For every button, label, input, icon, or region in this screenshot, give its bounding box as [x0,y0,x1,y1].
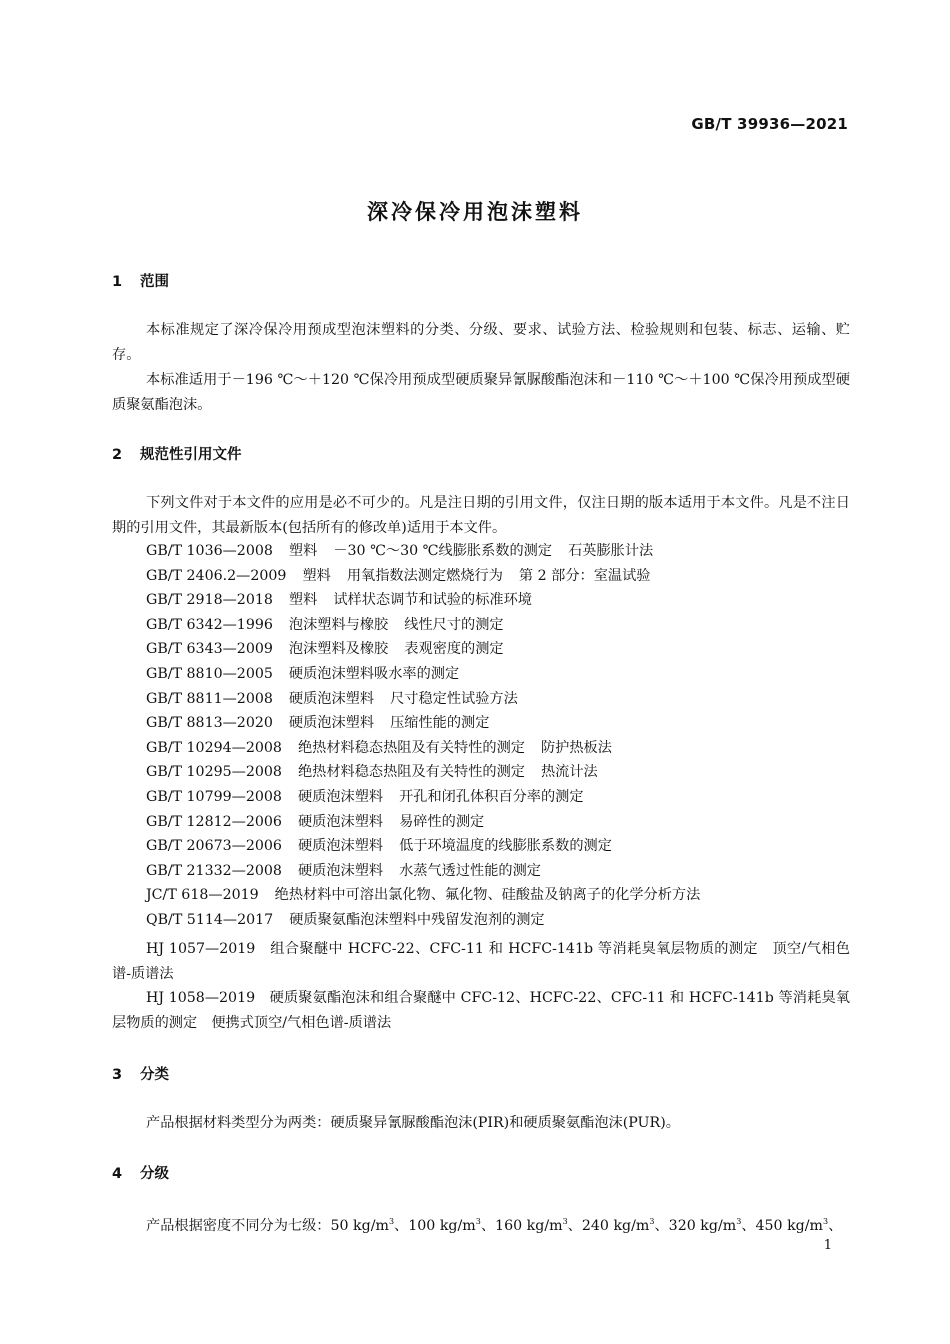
reference-hj1058: HJ 1058—2019 硬质聚氨酯泡沫和组合聚醚中 CFC-12、HCFC-22、CFC-11 和 HCFC-141b 等消耗臭氧层物质的测定 便携式顶空/气相色谱-质谱法 [112,990,850,1031]
section-number: 3 [112,1067,123,1083]
section-title: 范围 [140,274,169,290]
unit-exponent: 3 [475,1217,481,1226]
reference-title-part: 尺寸稳定性试验方法 [390,690,518,707]
reference-title-part: 硬质泡沫塑料 [288,690,375,707]
reference-item [146,713,489,733]
reference-title-part: 硬质泡沫塑料 [297,862,384,879]
reference-item [146,812,484,832]
reference-code: GB/T 8811—2008 [146,690,273,707]
reference-title-part: 绝热材料稳态热阻及有关特性的测定 [297,739,525,756]
density-value: 450 kg/m [755,1218,823,1234]
reference-title-part: 热流计法 [540,764,598,781]
density-value: 240 kg/m [581,1218,650,1234]
reference-code: JC/T 618—2019 [146,887,259,904]
reference-item [146,615,504,635]
unit-exponent: 3 [823,1217,829,1226]
reference-code: GB/T 6342—1996 [146,616,273,633]
reference-hj1057: HJ 1057—2019 组合聚醚中 HCFC-22、CFC-11 和 HCFC-141b 等消耗臭氧层物质的测定 顶空/气相色谱-质谱法 [112,941,850,982]
unit-exponent: 3 [562,1217,568,1226]
unit-exponent: 3 [649,1217,655,1226]
reference-title-part: 低于环境温度的线膨胀系数的测定 [399,838,612,855]
section-number: 1 [112,274,123,290]
reference-title-part: 表观密度的测定 [404,641,504,658]
reference-title-part: －30 ℃～30 ℃线膨胀系数的测定 [333,543,553,559]
reference-title-part: 水蒸气透过性能的测定 [399,862,541,879]
reference-item [146,762,598,782]
reference-title-part: 硬质泡沫塑料吸水率的测定 [288,666,460,682]
reference-title-part: 试样状态调节和试验的标准环境 [333,592,532,609]
reference-title-part: 硬质泡沫塑料 [288,715,375,732]
reference-item [146,639,504,659]
reference-item [146,689,518,709]
reference-title-part: 绝热材料稳态热阻及有关特性的测定 [297,764,525,781]
reference-item [146,664,459,684]
reference-item [146,861,541,881]
reference-title-part: 开孔和闭孔体积百分率的测定 [399,789,584,805]
reference-title-part: 塑料 [302,567,331,584]
reference-title-part: 硬质泡沫塑料 [297,838,384,855]
section-number: 4 [112,1166,123,1182]
reference-item [146,910,545,930]
reference-title-part: 塑料 [288,592,318,609]
density-value: 50 kg/m [330,1218,389,1234]
reference-title-part: 防护热板法 [540,739,612,756]
page-title: 深冷保冷用泡沫塑料 [367,200,583,224]
reference-title-part: 泡沫塑料及橡胶 [288,641,389,658]
reference-code: GB/T 20673—2006 [146,838,282,855]
reference-code: GB/T 8813—2020 [146,715,273,732]
unit-exponent: 3 [736,1217,742,1226]
reference-code: QB/T 5114—2017 [146,912,274,928]
section-2-heading [112,443,242,464]
references-intro: 下列文件对于本文件的应用是必不可少的。凡是注日期的引用文件，仅注日期的版本适用于本文件。凡是不注日期的引用文件，其最新版本(包括所有的修改单)适用于本文件。 [112,495,850,536]
density-value: 100 kg/m [408,1218,476,1234]
section-title: 分类 [140,1067,169,1083]
grading-lead: 产品根据密度不同分为七级： [146,1218,331,1234]
reference-title-part: 易碎性的测定 [399,813,485,830]
section-1-heading [112,270,169,291]
density-list: 50 $kg/m^3$、100 $kg/m^3$、160 $kg/m^3$、240 $kg/m^3$、320 $kg/m^3$、450 $kg/m^3$、 [330,1217,843,1234]
reference-title-part: 硬质泡沫塑料 [297,813,384,830]
reference-code: GB/T 6343—2009 [146,641,273,658]
reference-title-part: 线性尺寸的测定 [404,616,504,633]
section-title: 分级 [140,1166,169,1182]
reference-item [146,541,653,561]
reference-title-part: 塑料 [288,543,318,559]
reference-title-part: 压缩性能的测定 [390,715,490,732]
reference-item [146,566,650,586]
density-value: 160 kg/m [495,1218,563,1234]
reference-title-part: 硬质泡沫塑料 [297,789,384,805]
reference-title-part: 石英膨胀计法 [568,543,654,559]
reference-item [146,787,584,807]
reference-item [146,836,612,856]
reference-code: GB/T 2918—2018 [146,592,273,609]
reference-title-part: 泡沫塑料与橡胶 [288,616,389,633]
reference-code: GB/T 1036—2008 [146,543,273,559]
reference-code: GB/T 2406.2—2009 [146,567,287,584]
scope-paragraph-2: 本标准适用于－196 ℃～＋120 ℃保冷用预成型硬质聚异氰脲酸酯泡沫和－110 ℃～＋100 ℃保冷用预成型硬质聚氨酯泡沫。 [112,372,850,413]
reference-code: GB/T 21332—2008 [146,862,282,879]
density-value: 320 kg/m [668,1218,737,1234]
page-number: 1 [823,1238,832,1253]
unit-exponent: 3 [388,1217,395,1226]
reference-title-part: 绝热材料中可溶出氯化物、氟化物、硅酸盐及钠离子的化学分析方法 [274,887,701,904]
reference-title-part: 硬质聚氨酯泡沫塑料中残留发泡剂的测定 [289,912,545,928]
reference-item [146,738,612,758]
reference-code: GB/T 10799—2008 [146,789,282,805]
grading-paragraph [112,1210,850,1239]
standard-number: GB/T 39936—2021 [691,115,848,133]
reference-code: GB/T 8810—2005 [146,666,273,682]
section-3-heading [112,1063,169,1084]
scope-paragraph-1: 本标准规定了深冷保冷用预成型泡沫塑料的分类、分级、要求、试验方法、检验规则和包装、标志、运输、贮存。 [112,322,850,363]
reference-title-part: 第 2 部分：室温试验 [518,567,651,584]
classification-paragraph: 产品根据材料类型分为两类：硬质聚异氰脲酸酯泡沫(PIR)和硬质聚氨酯泡沫(PUR)。 [146,1115,680,1131]
section-number: 2 [112,447,123,463]
reference-code: GB/T 10295—2008 [146,764,282,781]
reference-item [146,590,532,610]
section-title: 规范性引用文件 [140,447,242,463]
reference-item [146,885,700,905]
reference-code: GB/T 12812—2006 [146,813,282,830]
section-4-heading [112,1162,169,1183]
reference-title-part: 用氧指数法测定燃烧行为 [346,567,503,584]
reference-code: GB/T 10294—2008 [146,739,282,756]
